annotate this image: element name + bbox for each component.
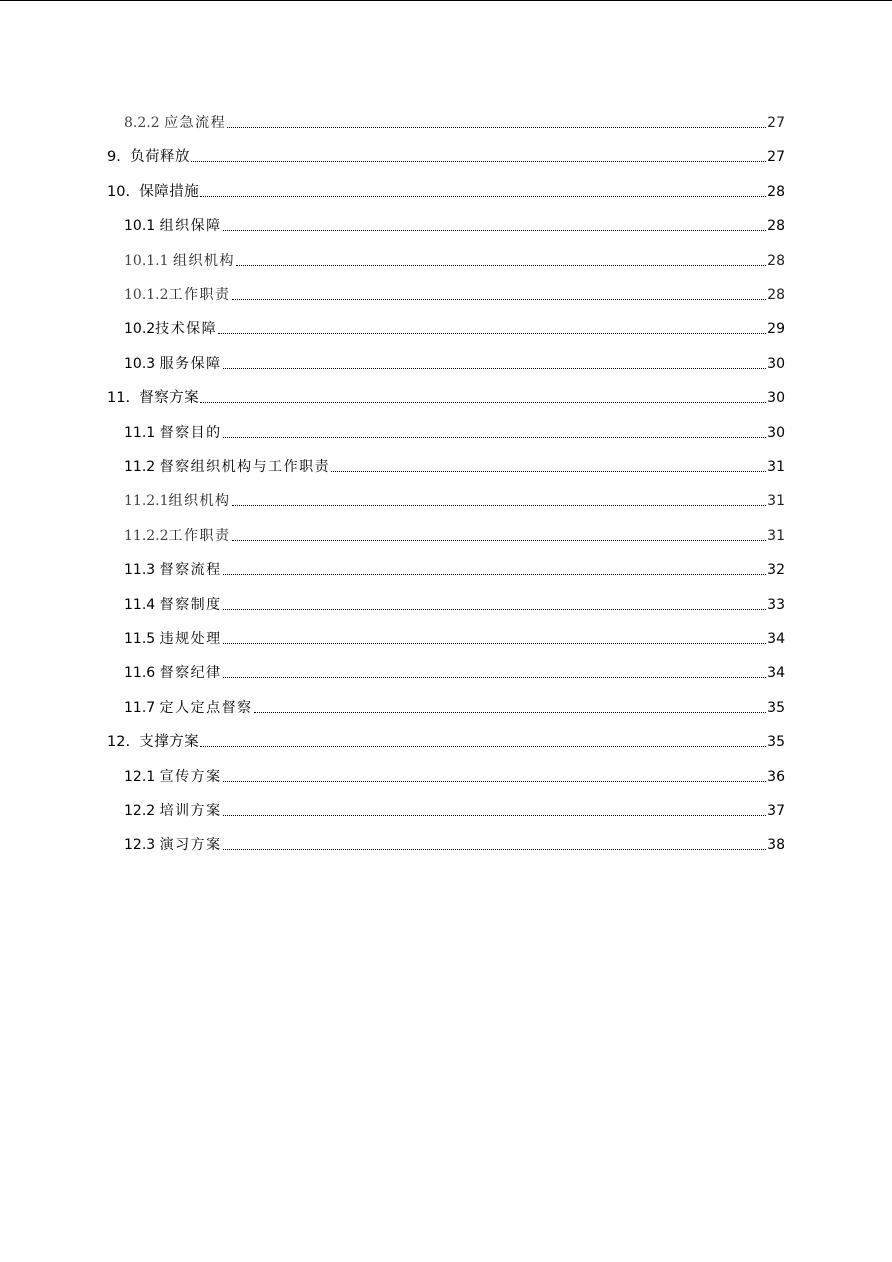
toc-entry-12-3[interactable] bbox=[124, 826, 785, 860]
toc-number: 10.3 bbox=[124, 355, 160, 372]
toc-number: 12.3 bbox=[124, 837, 160, 854]
toc-title: 宣传方案 bbox=[159, 768, 222, 785]
toc-dot-leader bbox=[232, 299, 767, 300]
toc-dot-leader bbox=[223, 781, 767, 782]
toc-entry-11-1[interactable] bbox=[124, 414, 785, 448]
toc-title: 工作职责 bbox=[168, 527, 231, 544]
toc-number: 11.4 bbox=[124, 596, 160, 613]
toc-page-number: 28 bbox=[767, 252, 785, 269]
toc-entry-10-2[interactable] bbox=[124, 310, 785, 344]
toc-entry-12[interactable] bbox=[107, 723, 785, 757]
toc-page-number: 31 bbox=[767, 493, 785, 510]
toc-page-number: 34 bbox=[767, 665, 785, 682]
toc-page-number: 35 bbox=[767, 734, 785, 751]
toc-number: 11.3 bbox=[124, 562, 160, 579]
toc-number: 12. bbox=[107, 734, 140, 751]
toc-title: 督察制度 bbox=[159, 596, 222, 613]
toc-title: 服务保障 bbox=[159, 355, 222, 372]
toc-entry-11-3[interactable] bbox=[124, 551, 785, 585]
toc-page-number: 30 bbox=[767, 424, 785, 441]
toc-page-number: 27 bbox=[767, 149, 785, 166]
toc-title: 保障措施 bbox=[139, 183, 200, 200]
toc-page-number: 34 bbox=[767, 631, 785, 647]
toc-dot-leader bbox=[200, 402, 766, 403]
toc-dot-leader bbox=[227, 127, 766, 128]
toc-dot-leader bbox=[223, 368, 767, 369]
toc-title: 工作职责 bbox=[168, 287, 231, 303]
toc-entry-10-1[interactable] bbox=[124, 207, 785, 241]
toc-title: 督察流程 bbox=[159, 562, 222, 579]
toc-entry-9[interactable] bbox=[107, 138, 785, 172]
toc-page-number: 33 bbox=[767, 596, 785, 613]
toc-dot-leader bbox=[232, 540, 767, 541]
toc-title: 演习方案 bbox=[159, 837, 222, 854]
toc-dot-leader bbox=[218, 333, 766, 334]
toc-number: 11.5 bbox=[124, 631, 160, 647]
toc-title: 违规处理 bbox=[159, 631, 222, 647]
toc-dot-leader bbox=[223, 609, 767, 610]
toc-entry-10-3[interactable] bbox=[124, 345, 785, 379]
toc-dot-leader bbox=[223, 643, 767, 644]
toc-page-number: 37 bbox=[767, 803, 785, 819]
toc-entry-11[interactable] bbox=[107, 379, 785, 413]
toc-page-number: 28 bbox=[767, 218, 785, 235]
page-top-border bbox=[0, 0, 892, 1]
toc-number: 11.2 bbox=[124, 459, 160, 475]
toc-entry-12-1[interactable] bbox=[124, 758, 785, 792]
toc-number: 10.1.2 bbox=[124, 287, 169, 303]
toc-page-number: 30 bbox=[767, 390, 785, 407]
toc-entry-8-2-2[interactable] bbox=[124, 104, 785, 138]
toc-number: 10.1 bbox=[124, 218, 160, 235]
toc-entry-10-1-1[interactable] bbox=[124, 242, 785, 276]
toc-number: 11.2.2 bbox=[124, 527, 169, 544]
toc-entry-11-6[interactable] bbox=[124, 654, 785, 688]
toc-page-number: 28 bbox=[767, 183, 785, 200]
toc-page-number: 28 bbox=[767, 287, 785, 303]
toc-dot-leader bbox=[223, 574, 767, 575]
toc-page-number: 27 bbox=[767, 115, 785, 131]
toc-title: 支撑方案 bbox=[139, 734, 200, 751]
toc-entry-11-2-1[interactable] bbox=[124, 482, 785, 516]
toc-page-number: 35 bbox=[767, 699, 785, 716]
toc-title: 定人定点督察 bbox=[159, 699, 253, 716]
toc-dot-leader bbox=[191, 161, 766, 162]
toc-entry-11-7[interactable] bbox=[124, 689, 785, 723]
toc-page-number: 31 bbox=[767, 459, 785, 475]
toc-entry-11-2-2[interactable] bbox=[124, 517, 785, 551]
toc-title: 组织机构 bbox=[172, 252, 235, 269]
toc-entry-10[interactable] bbox=[107, 173, 785, 207]
toc-dot-leader bbox=[223, 437, 767, 438]
toc-number: 8.2.2 bbox=[124, 115, 165, 131]
toc-entry-11-2[interactable] bbox=[124, 448, 785, 482]
toc-dot-leader bbox=[223, 815, 767, 816]
toc-title: 培训方案 bbox=[159, 803, 222, 819]
toc-entry-10-1-2[interactable] bbox=[124, 276, 785, 310]
toc-entry-11-4[interactable] bbox=[124, 586, 785, 620]
toc-title: 督察方案 bbox=[139, 390, 200, 407]
toc-dot-leader bbox=[200, 746, 766, 747]
toc-page-number: 29 bbox=[767, 321, 785, 338]
toc-dot-leader bbox=[223, 230, 767, 231]
toc-title: 应急流程 bbox=[164, 115, 227, 131]
toc-number: 11.2.1 bbox=[124, 493, 169, 510]
toc-number: 12.1 bbox=[124, 768, 160, 785]
toc-entry-11-5[interactable] bbox=[124, 620, 785, 654]
toc-number: 10.2 bbox=[124, 321, 156, 338]
toc-number: 11. bbox=[107, 390, 140, 407]
toc-title: 组织机构 bbox=[168, 493, 231, 510]
toc-dot-leader bbox=[331, 471, 766, 472]
toc-dot-leader bbox=[254, 712, 767, 713]
toc-title: 负荷释放 bbox=[130, 149, 191, 166]
toc-page-number: 32 bbox=[767, 562, 785, 579]
toc-number: 9. bbox=[107, 149, 131, 166]
toc-number: 11.1 bbox=[124, 424, 160, 441]
toc-title: 督察组织机构与工作职责 bbox=[159, 459, 331, 475]
toc-entry-12-2[interactable] bbox=[124, 792, 785, 826]
toc-number: 10.1.1 bbox=[124, 252, 173, 269]
toc-dot-leader bbox=[200, 196, 766, 197]
toc-page-number: 38 bbox=[767, 837, 785, 854]
toc-page-number: 30 bbox=[767, 355, 785, 372]
toc-dot-leader bbox=[223, 677, 767, 678]
toc-dot-leader bbox=[236, 265, 766, 266]
toc-number: 10. bbox=[107, 183, 140, 200]
toc-number: 11.6 bbox=[124, 665, 160, 682]
toc-page-number: 36 bbox=[767, 768, 785, 785]
toc-title: 组织保障 bbox=[159, 218, 222, 235]
toc-title: 督察目的 bbox=[159, 424, 222, 441]
toc-title: 督察纪律 bbox=[159, 665, 222, 682]
toc-dot-leader bbox=[232, 505, 767, 506]
toc-number: 11.7 bbox=[124, 699, 160, 716]
toc-number: 12.2 bbox=[124, 803, 160, 819]
toc-title: 技术保障 bbox=[155, 321, 218, 338]
toc-dot-leader bbox=[223, 849, 767, 850]
toc-page-number: 31 bbox=[767, 527, 785, 544]
